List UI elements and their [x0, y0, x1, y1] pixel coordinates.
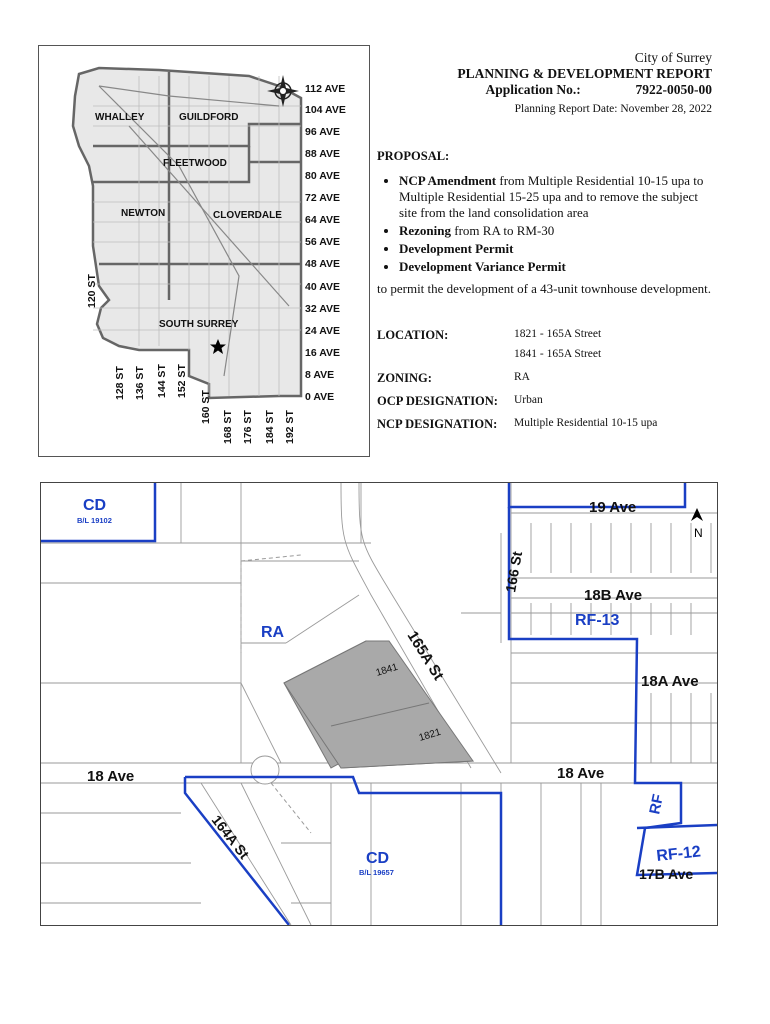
zoning-value: RA [514, 371, 530, 383]
area-label-guildford: GUILDFORD [179, 112, 239, 123]
application-number-line [457, 82, 712, 98]
avenue-label: 24 AVE [305, 325, 341, 337]
report-date: Planning Report Date: November 28, 2022 [514, 103, 712, 115]
avenue-label: 8 AVE [305, 369, 335, 381]
avenue-label: 32 AVE [305, 303, 341, 315]
avenue-label: 40 AVE [305, 281, 341, 293]
street-label: 136 ST [134, 366, 146, 400]
road-label: 18 Ave [87, 768, 135, 785]
location-value-2: 1841 - 165A Street [514, 348, 602, 360]
road-label: 18B Ave [584, 587, 643, 604]
ocp-value: Urban [514, 394, 543, 406]
proposal-item-title: Development Variance Permit [399, 259, 566, 274]
avenue-label: 64 AVE [305, 214, 341, 226]
avenue-label: 112 AVE [305, 83, 346, 95]
location-map [38, 45, 370, 457]
avenue-label: 16 AVE [305, 347, 341, 359]
avenue-label: 0 AVE [305, 391, 335, 403]
ncp-label: NCP DESIGNATION: [377, 417, 498, 431]
proposal-item-text: from RA to RM-30 [451, 223, 555, 238]
zone-label: CD [366, 850, 390, 867]
road-label: 166 St [502, 550, 526, 594]
site-map [40, 482, 718, 926]
zone-label: B/L 19102 [77, 516, 112, 525]
zone-label: CD [83, 497, 107, 514]
lot-number: 1841 [374, 661, 400, 679]
proposal-section [377, 148, 717, 297]
street-label: 168 ST [222, 410, 234, 444]
avenue-label: 96 AVE [305, 126, 341, 138]
proposal-item-text: from Multiple Residential 10-15 upa to Multiple Residential 15-25 upa and to remove the subject site from the land consolidation area [399, 173, 704, 220]
location-value-1: 1821 - 165A Street [514, 328, 602, 340]
avenue-label: 80 AVE [305, 170, 341, 182]
area-label-south-surrey: SOUTH SURREY [159, 319, 239, 330]
road-label: 19 Ave [589, 499, 637, 516]
area-label-cloverdale: CLOVERDALE [213, 210, 282, 221]
avenue-label: 104 AVE [305, 104, 346, 116]
zone-label: RF [646, 792, 668, 816]
proposal-item [399, 223, 717, 239]
road-label: 18 Ave [557, 765, 605, 782]
street-label: 128 ST [114, 366, 126, 400]
avenue-label: 72 AVE [305, 192, 341, 204]
location-label: LOCATION: [377, 328, 449, 342]
street-label: 160 ST [200, 390, 212, 424]
proposal-item-title: Development Permit [399, 241, 514, 256]
proposal-item [399, 259, 717, 275]
ocp-label: OCP DESIGNATION: [377, 394, 498, 408]
proposal-item-title: NCP Amendment [399, 173, 497, 188]
location-map-graphic [39, 46, 369, 456]
report-title: PLANNING & DEVELOPMENT REPORT [457, 66, 712, 81]
north-label: N [694, 526, 703, 540]
avenue-label: 48 AVE [305, 258, 341, 270]
report-header [457, 50, 712, 117]
zone-label: B/L 19657 [359, 868, 394, 877]
avenue-label: 88 AVE [305, 148, 341, 160]
street-label: 120 ST [86, 274, 98, 308]
application-number: 7922-0050-00 [635, 82, 712, 97]
street-label: 192 ST [284, 410, 296, 444]
road-label: 17B Ave [639, 866, 694, 882]
street-label: 144 ST [156, 364, 168, 398]
street-label: 176 ST [242, 410, 254, 444]
area-label-whalley: WHALLEY [95, 112, 145, 123]
road-label: 18A Ave [641, 673, 699, 690]
area-label-newton: NEWTON [121, 208, 166, 219]
street-label: 152 ST [176, 364, 188, 398]
city-name: City of Surrey [634, 50, 712, 65]
application-label: Application No.: [485, 82, 581, 97]
proposal-heading: PROPOSAL: [377, 149, 450, 163]
street-label: 184 ST [264, 410, 276, 444]
road-label: 164A St [208, 811, 253, 862]
avenue-label: 56 AVE [305, 236, 341, 248]
zoning-label: ZONING: [377, 371, 432, 385]
lot-number: 1821 [417, 726, 443, 744]
proposal-item [399, 173, 717, 221]
ncp-value: Multiple Residential 10-15 upa [514, 417, 658, 429]
proposal-list [377, 173, 717, 275]
proposal-item [399, 241, 717, 257]
zone-label: RA [261, 624, 285, 641]
road-label: 165A St [403, 628, 447, 684]
proposal-description: to permit the development of a 43-unit townhouse development. [377, 281, 711, 296]
area-label-fleetwood: FLEETWOOD [163, 158, 227, 169]
proposal-item-title: Rezoning [399, 223, 451, 238]
zone-label: RF-13 [575, 612, 620, 629]
site-map-graphic [41, 483, 717, 925]
zone-label: RF-12 [655, 843, 702, 865]
